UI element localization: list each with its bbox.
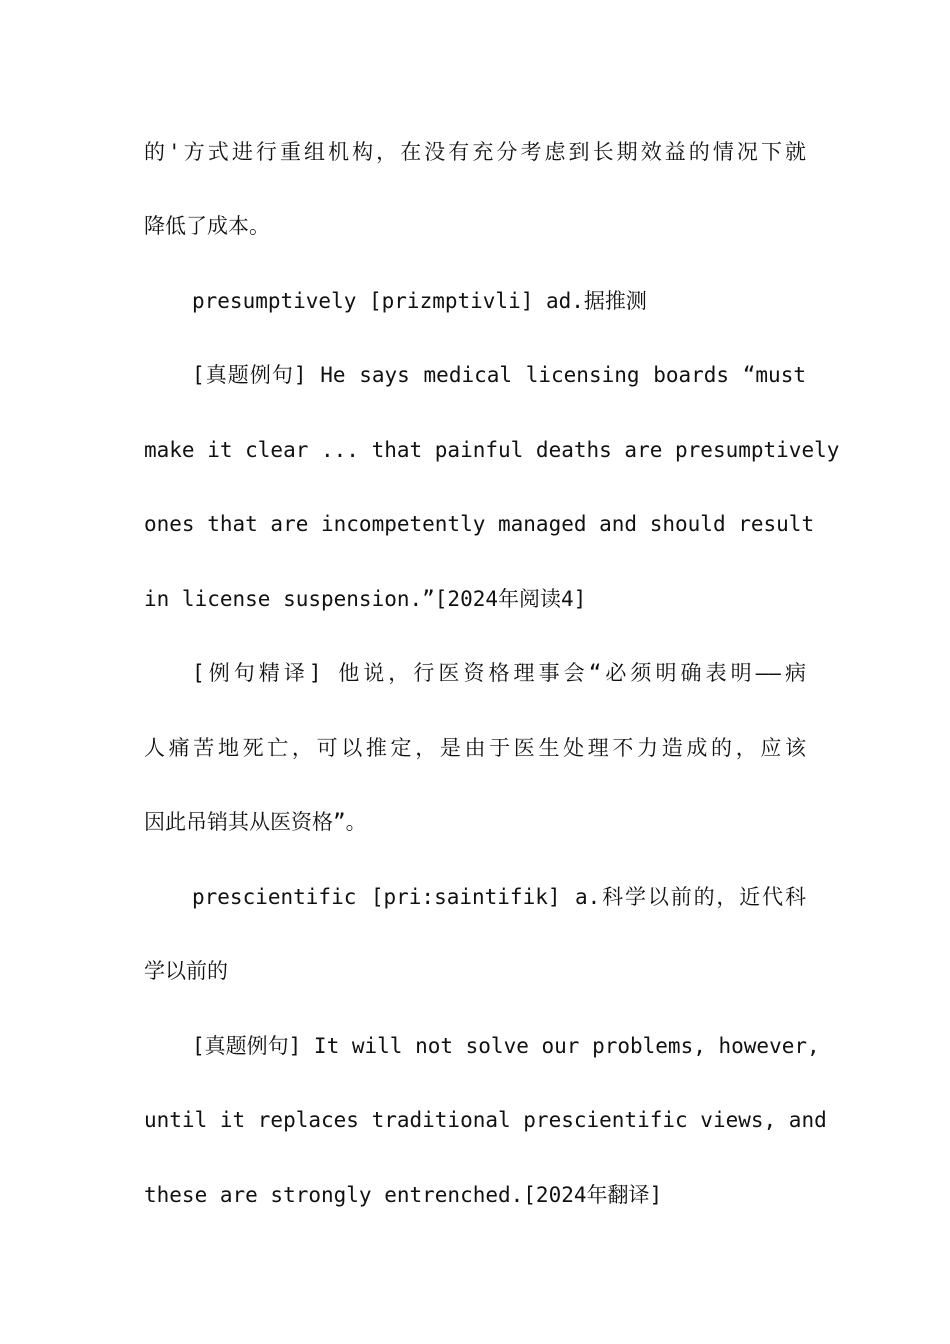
entry-headword: prescientific [pri:saintifik] a.科学以前的，近代科 bbox=[192, 885, 806, 909]
text-line: 的'方式进行重组机构，在没有充分考虑到长期效益的情况下就 bbox=[144, 140, 806, 164]
entry-headword: presumptively [prizmptivli] ad.据推测 bbox=[192, 289, 647, 313]
example-sentence: these are strongly entrenched.[2024年翻译] bbox=[144, 1183, 663, 1207]
example-sentence: in license suspension.”[2024年阅读4] bbox=[144, 587, 587, 611]
example-sentence: make it clear ... that painful deaths are presumptively bbox=[144, 438, 840, 462]
example-translation: 人痛苦地死亡，可以推定，是由于医生处理不力造成的，应该 bbox=[144, 736, 806, 760]
entry-definition: 学以前的 bbox=[144, 959, 228, 983]
text-line: 降低了成本。 bbox=[144, 214, 270, 238]
example-sentence: [真题例句] He says medical licensing boards “must bbox=[192, 363, 806, 387]
example-translation: 因此吊销其从医资格”。 bbox=[144, 810, 367, 834]
example-sentence: [真题例句] It will not solve our problems, however, bbox=[192, 1034, 820, 1058]
example-sentence: ones that are incompetently managed and should result bbox=[144, 512, 815, 536]
example-translation: [例句精译] 他说，行医资格理事会“必须明确表明——病 bbox=[192, 661, 806, 685]
example-sentence: until it replaces traditional prescientific views, and bbox=[144, 1108, 827, 1132]
